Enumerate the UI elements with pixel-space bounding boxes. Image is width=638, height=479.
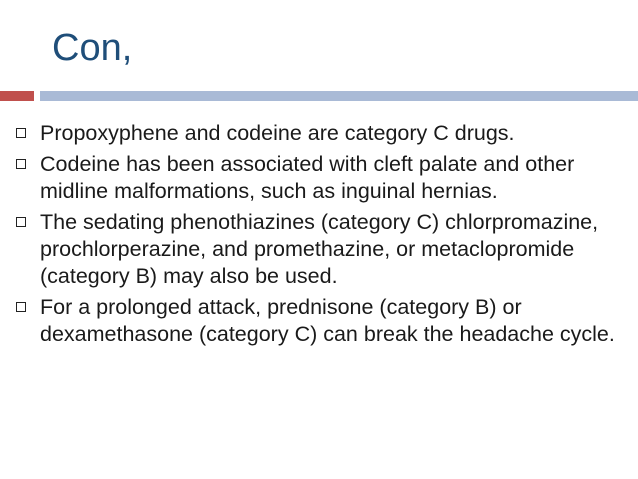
square-bullet-icon (16, 217, 26, 227)
bullet-item (14, 151, 624, 205)
bullet-text: The sedating phenothiazines (category C) chlorpromazine, prochlorperazine, and promethazine, or metaclopromide (category B) may also be used. (40, 210, 599, 288)
bullet-item (14, 209, 624, 290)
title-divider-bar (40, 91, 638, 101)
slide-title: Con, (52, 27, 133, 69)
title-divider-accent (0, 91, 34, 101)
bullet-list (14, 120, 624, 352)
bullet-item (14, 294, 624, 348)
square-bullet-icon (16, 159, 26, 169)
square-bullet-icon (16, 302, 26, 312)
bullet-text: Codeine has been associated with cleft palate and other midline malformations, such as inguinal hernias. (40, 152, 575, 203)
bullet-text: Propoxyphene and codeine are category C drugs. (40, 121, 515, 145)
square-bullet-icon (16, 128, 26, 138)
bullet-item (14, 120, 624, 147)
bullet-text: For a prolonged attack, prednisone (category B) or dexamethasone (category C) can break the headache cycle. (40, 295, 615, 346)
